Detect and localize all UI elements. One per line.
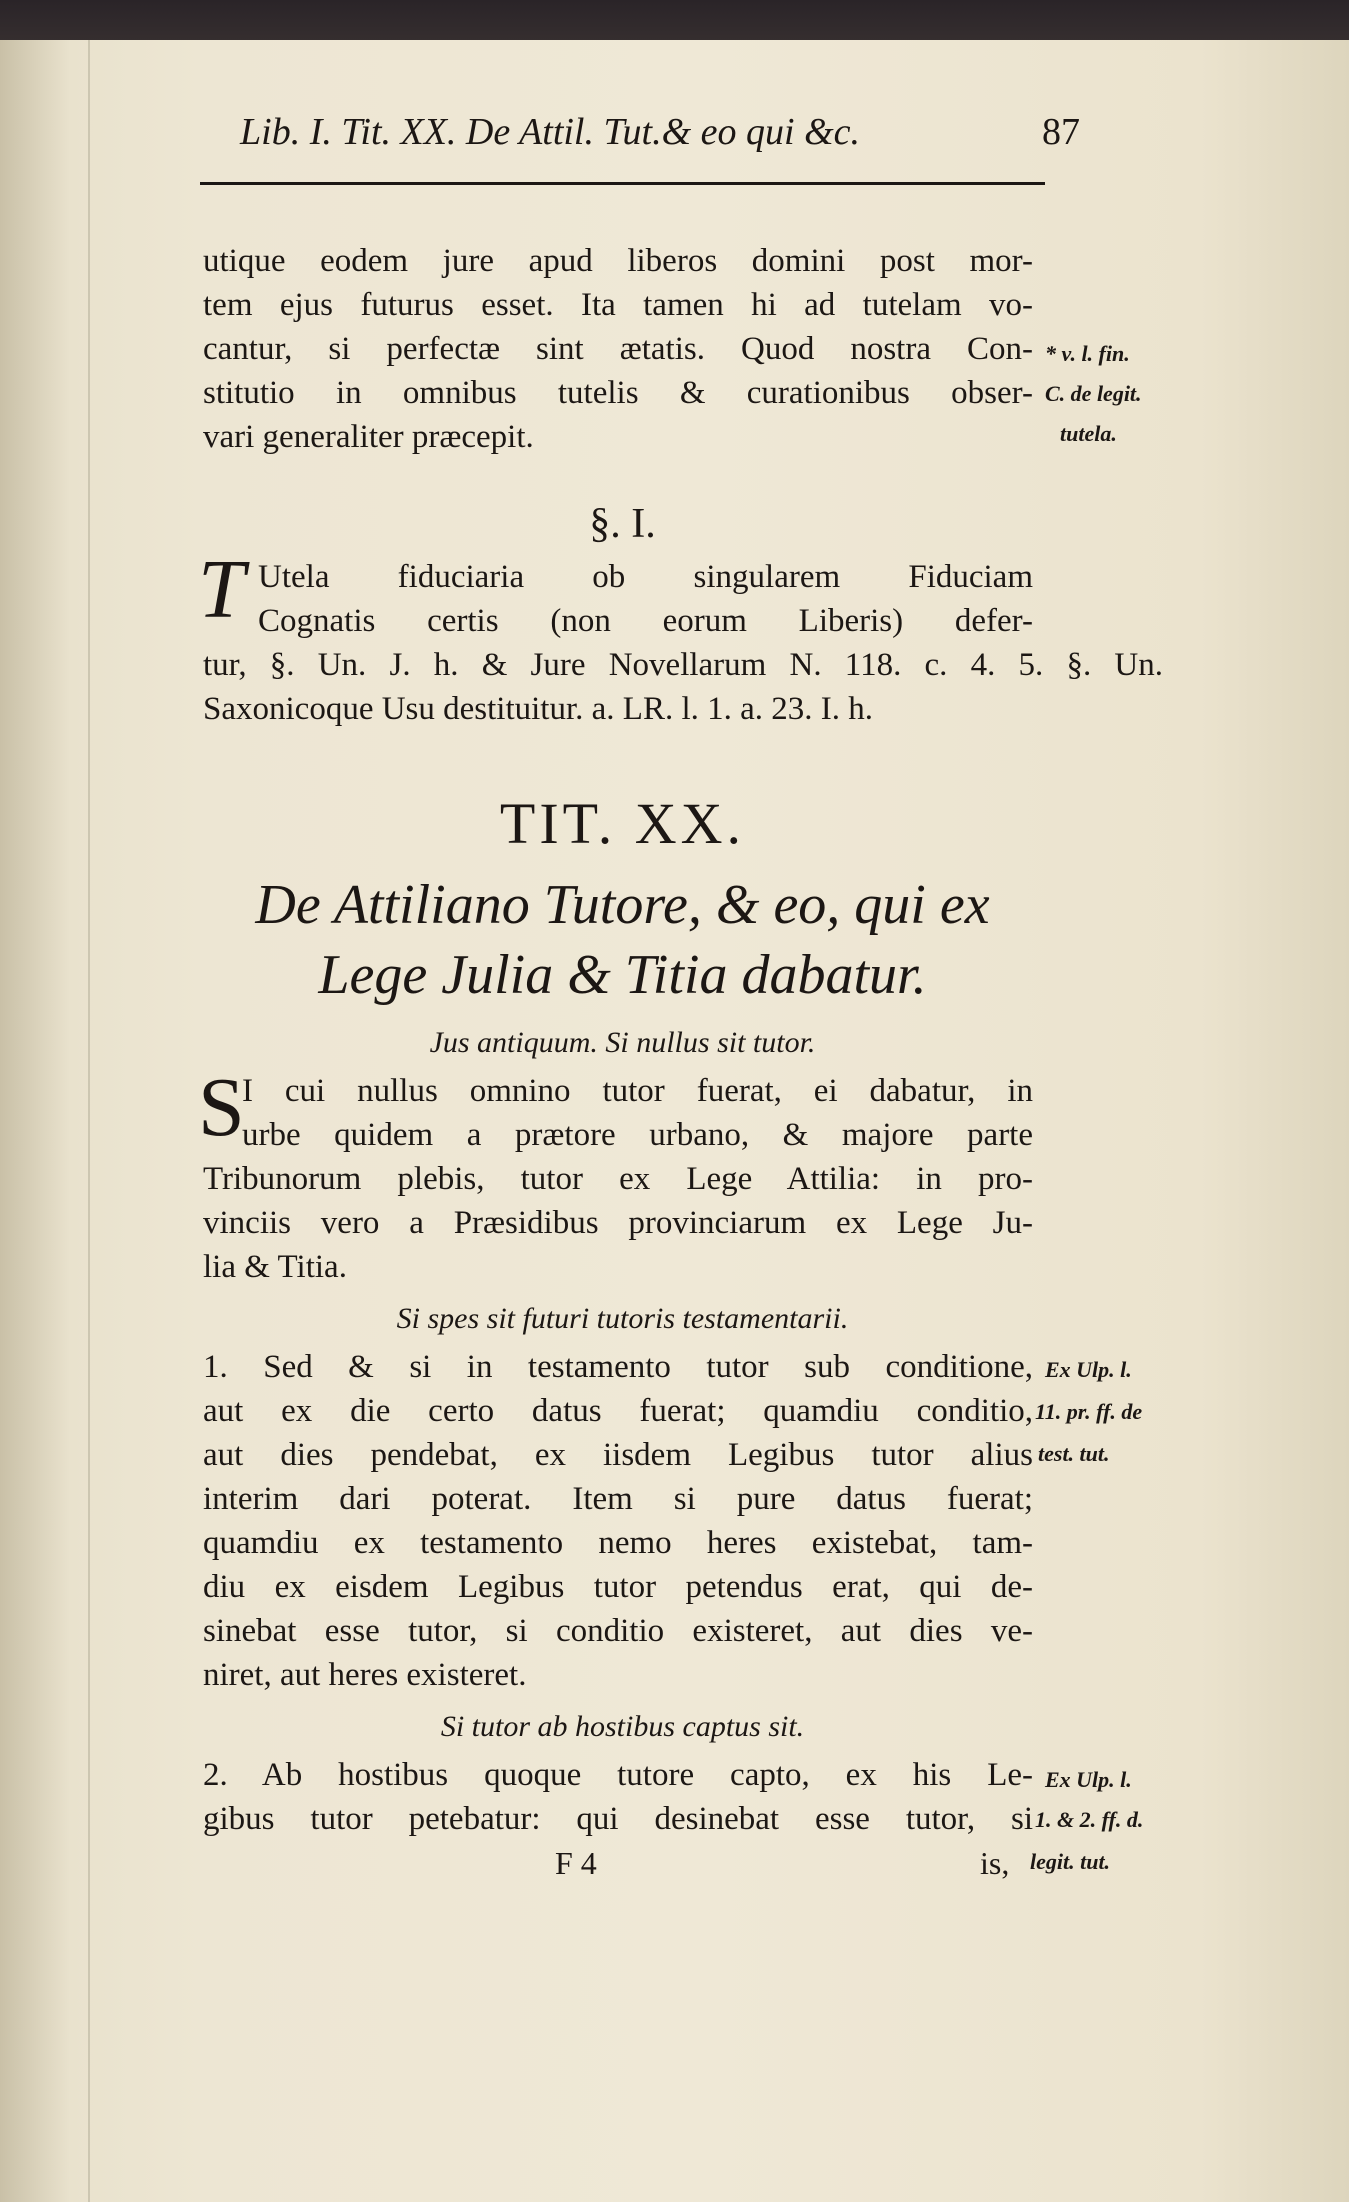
body-line: 1. Sed & si in testamento tutor sub conditione, (203, 1349, 1033, 1385)
margin-note-line: * v. l. fin. (1045, 341, 1130, 366)
body-line: cantur, si perfectæ sint ætatis. Quod nostra Con- (203, 331, 1033, 367)
margin-note-line: legit. tut. (1030, 1849, 1111, 1874)
body-line: utique eodem jure apud liberos domini post mor- (203, 243, 1033, 279)
body-line: aut dies pendebat, ex iisdem Legibus tutor alius (203, 1437, 1033, 1473)
running-head (240, 110, 1080, 170)
body-line: diu ex eisdem Legibus tutor petendus erat, qui de- (203, 1569, 1033, 1605)
header-rule (200, 182, 1045, 185)
margin-note-line: test. tut. (1038, 1441, 1110, 1466)
subheading: Jus antiquum. Si nullus sit tutor. (429, 1026, 816, 1059)
body-line: vari generaliter præcepit. (203, 419, 534, 455)
drop-cap: T (198, 543, 245, 636)
body-line: sinebat esse tutor, si conditio existeret, aut dies ve- (203, 1613, 1033, 1649)
body-line: lia & Titia. (203, 1249, 347, 1285)
body-line: Tribunorum plebis, tutor ex Lege Attilia: in pro- (203, 1161, 1033, 1197)
margin-note-line: Ex Ulp. l. (1045, 1767, 1132, 1792)
page-gutter (88, 40, 90, 2202)
body-line: Cognatis certis (non eorum Liberis) defer- (258, 603, 1033, 639)
body-line: Utela fiduciaria ob singularem Fiduciam (258, 559, 1033, 595)
body-line: quamdiu ex testamento nemo heres existebat, tam- (203, 1525, 1033, 1561)
title-heading-line1: De Attiliano Tutore, & eo, qui ex (255, 874, 990, 936)
margin-note-line: 1. & 2. ff. d. (1035, 1807, 1144, 1832)
drop-cap: S (198, 1061, 245, 1154)
margin-note-line: 11. pr. ff. de (1035, 1399, 1143, 1424)
margin-note-line: C. de legit. (1045, 381, 1142, 406)
catchword: is, (980, 1845, 1010, 1881)
body-line: tur, §. Un. J. h. & Jure Novellarum N. 118. c. 4. 5. §. Un. (203, 647, 1163, 683)
body-line: Saxonicoque Usu destituitur. a. LR. l. 1. a. 23. I. h. (203, 691, 874, 727)
body-line: niret, aut heres existeret. (203, 1657, 527, 1693)
body-line: tem ejus futurus esset. Ita tamen hi ad tutelam vo- (203, 287, 1033, 323)
body-line: aut ex die certo datus fuerat; quamdiu conditio, (203, 1393, 1033, 1429)
section-mark: §. I. (589, 501, 656, 547)
running-head-title: Lib. I. Tit. XX. De Attil. Tut.& eo qui &c. (240, 111, 860, 153)
body-line: I cui nullus omnino tutor fuerat, ei dabatur, in (242, 1073, 1033, 1109)
body-line: vinciis vero a Præsidibus provinciarum ex Lege Ju- (203, 1205, 1033, 1241)
title-heading-line2: Lege Julia & Titia dabatur. (318, 944, 927, 1006)
subheading: Si tutor ab hostibus captus sit. (440, 1710, 805, 1743)
page-number: 87 (1042, 111, 1080, 153)
title-number: TIT. XX. (499, 791, 746, 856)
body-line: stitutio in omnibus tutelis & curationibus obser- (203, 375, 1033, 411)
subheading: Si spes sit futuri tutoris testamentarii. (396, 1302, 849, 1335)
body-line: urbe quidem a prætore urbano, & majore parte (242, 1117, 1033, 1153)
margin-note-line: tutela. (1060, 421, 1117, 446)
body-line: gibus tutor petebatur: qui desinebat esse tutor, si (203, 1801, 1033, 1837)
body-line: 2. Ab hostibus quoque tutore capto, ex his Le- (203, 1757, 1033, 1793)
body-line: interim dari poterat. Item si pure datus fuerat; (203, 1481, 1033, 1517)
signature-mark: F 4 (555, 1845, 597, 1881)
margin-note-line: Ex Ulp. l. (1045, 1357, 1132, 1382)
